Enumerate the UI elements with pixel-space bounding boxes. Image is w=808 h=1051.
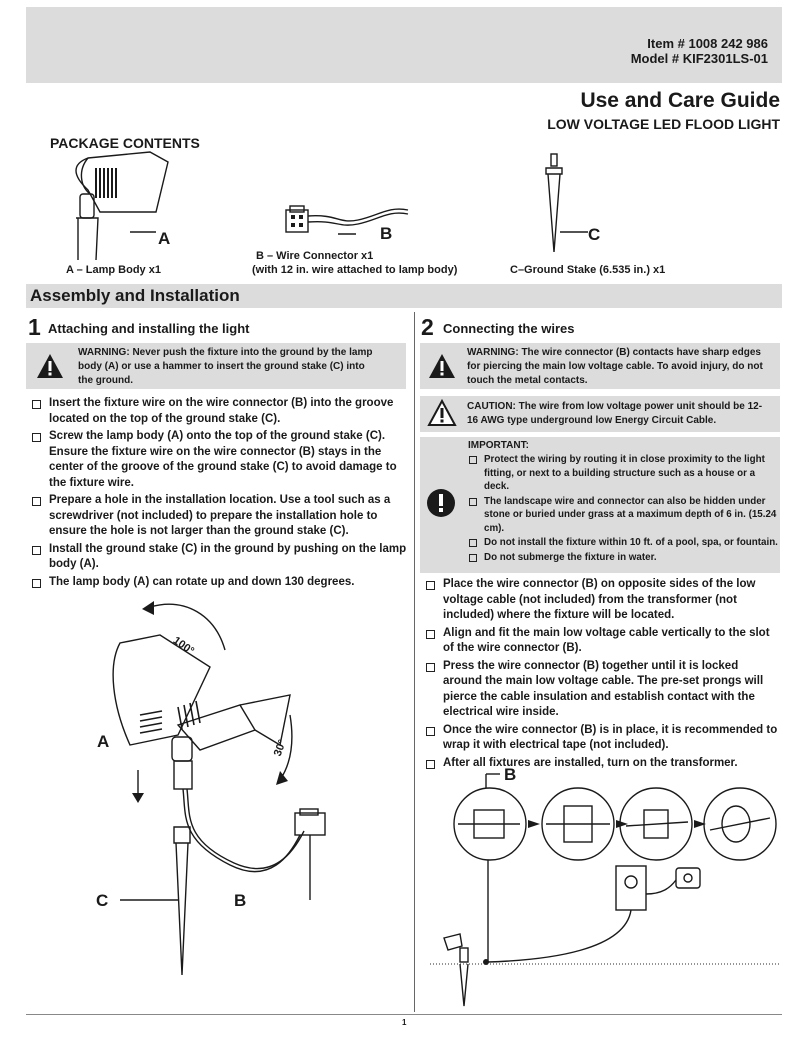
- list-item: Protect the wiring by routing it in close proximity to the light fitting, or next to a building structure such as a house or a deck.: [468, 453, 778, 494]
- angle-30-label: 30°: [271, 738, 289, 758]
- step-1-instructions: [31, 396, 411, 592]
- warning-body: The wire connector (B) contacts have sharp edges for piercing the main low voltage cable. To avoid injury, do not touch the metal contacts.: [467, 347, 763, 386]
- important-label: IMPORTANT:: [468, 440, 529, 451]
- step-2-instructions: [425, 577, 780, 773]
- wire-connector-caption-2: (with 12 in. wire attached to lamp body): [252, 264, 458, 276]
- warning-icon: [36, 353, 64, 379]
- footer-rule: [26, 1014, 782, 1015]
- list-item: Do not install the fixture within 10 ft. of a pool, spa, or fountain.: [468, 536, 778, 550]
- important-icon: [426, 488, 456, 518]
- illustration-label-a: A: [97, 732, 110, 751]
- step-1-title: Attaching and installing the light: [48, 321, 250, 336]
- angle-100-label: 100°: [170, 634, 197, 658]
- warning-label: WARNING:: [78, 347, 130, 358]
- list-item: Align and fit the main low voltage cable vertically to the slot of the wire connector (B).: [425, 626, 780, 657]
- wire-connector-illustration: [278, 198, 418, 238]
- assembly-illustration: [90, 595, 410, 985]
- list-item: Do not submerge the fixture in water.: [468, 551, 778, 565]
- caution-icon: [428, 400, 456, 426]
- step-1-number: 1: [28, 314, 41, 340]
- wire-connector-caption-1: B – Wire Connector x1: [256, 250, 374, 262]
- caution-text: [467, 400, 773, 428]
- package-contents-heading: PACKAGE CONTENTS: [50, 135, 200, 151]
- illustration-label-b: B: [234, 891, 247, 910]
- callout-c: C: [588, 225, 601, 244]
- ground-stake-caption: C–Ground Stake (6.535 in.) x1: [510, 264, 666, 276]
- list-item: After all fixtures are installed, turn on the transformer.: [425, 756, 780, 772]
- caution-body: The wire from low voltage power unit should be 12-16 AWG type underground low Energy Circuit Cable.: [467, 401, 763, 426]
- item-number: Item # 1008 242 986: [647, 36, 768, 51]
- warning-label: WARNING:: [467, 347, 519, 358]
- step-2-warning-text: [467, 346, 773, 388]
- list-item: Insert the fixture wire on the wire connector (B) into the groove located on the top of the ground stake (C).: [31, 396, 411, 427]
- wiring-label-b: B: [504, 765, 517, 784]
- list-item: Once the wire connector (B) is in place, it is recommended to wrap it with electrical tape (not included).: [425, 723, 780, 754]
- illustration-label-c: C: [96, 891, 109, 910]
- caution-label: CAUTION:: [467, 401, 516, 412]
- list-item: Place the wire connector (B) on opposite sides of the low voltage cable (not included) from the transformer (not included) where the fixture will be located.: [425, 577, 780, 624]
- list-item: Press the wire connector (B) together until it is locked around the main low voltage cable. The pre-set prongs will pierce the cable insulation and establish contact with the electrical wire inside.: [425, 659, 780, 721]
- list-item: The landscape wire and connector can also be hidden under stone or buried under grass at a maximum depth of 6 in. (15.24 cm).: [468, 495, 778, 536]
- model-number: Model # KIF2301LS-01: [630, 51, 768, 66]
- step-2-number: 2: [421, 314, 434, 340]
- important-list: [468, 453, 778, 565]
- warning-icon: [428, 353, 456, 379]
- page-number: 1: [402, 1018, 407, 1027]
- step-1-warning-text: [78, 346, 378, 388]
- lamp-body-caption: A – Lamp Body x1: [66, 264, 161, 276]
- lamp-body-illustration: [60, 150, 200, 260]
- list-item: The lamp body (A) can rotate up and down 130 degrees.: [31, 575, 411, 591]
- step-2-title: Connecting the wires: [443, 321, 575, 336]
- section-title: Assembly and Installation: [30, 286, 240, 305]
- warning-body: Never push the fixture into the ground by the lamp body (A) or use a hammer to insert the ground stake (C) into the ground.: [78, 347, 373, 386]
- list-item: Screw the lamp body (A) onto the top of the ground stake (C). Ensure the fixture wire on the wire connector (B) stays in the center of the groove of the ground stake (C) to avoid damage to the fixture wire.: [31, 429, 411, 491]
- document-subtitle: LOW VOLTAGE LED FLOOD LIGHT: [547, 116, 780, 132]
- column-divider: [414, 312, 415, 1012]
- document-title: Use and Care Guide: [580, 89, 780, 112]
- list-item: Prepare a hole in the installation location. Use a tool such as a screwdriver (not included) to prepare the installation hole to ensure the hole is not larger than the ground stake (C).: [31, 493, 411, 540]
- callout-a: A: [158, 229, 171, 248]
- wiring-illustration: [430, 770, 780, 1010]
- callout-b: B: [380, 224, 393, 243]
- list-item: Install the ground stake (C) in the ground by pushing on the lamp body (A).: [31, 542, 411, 573]
